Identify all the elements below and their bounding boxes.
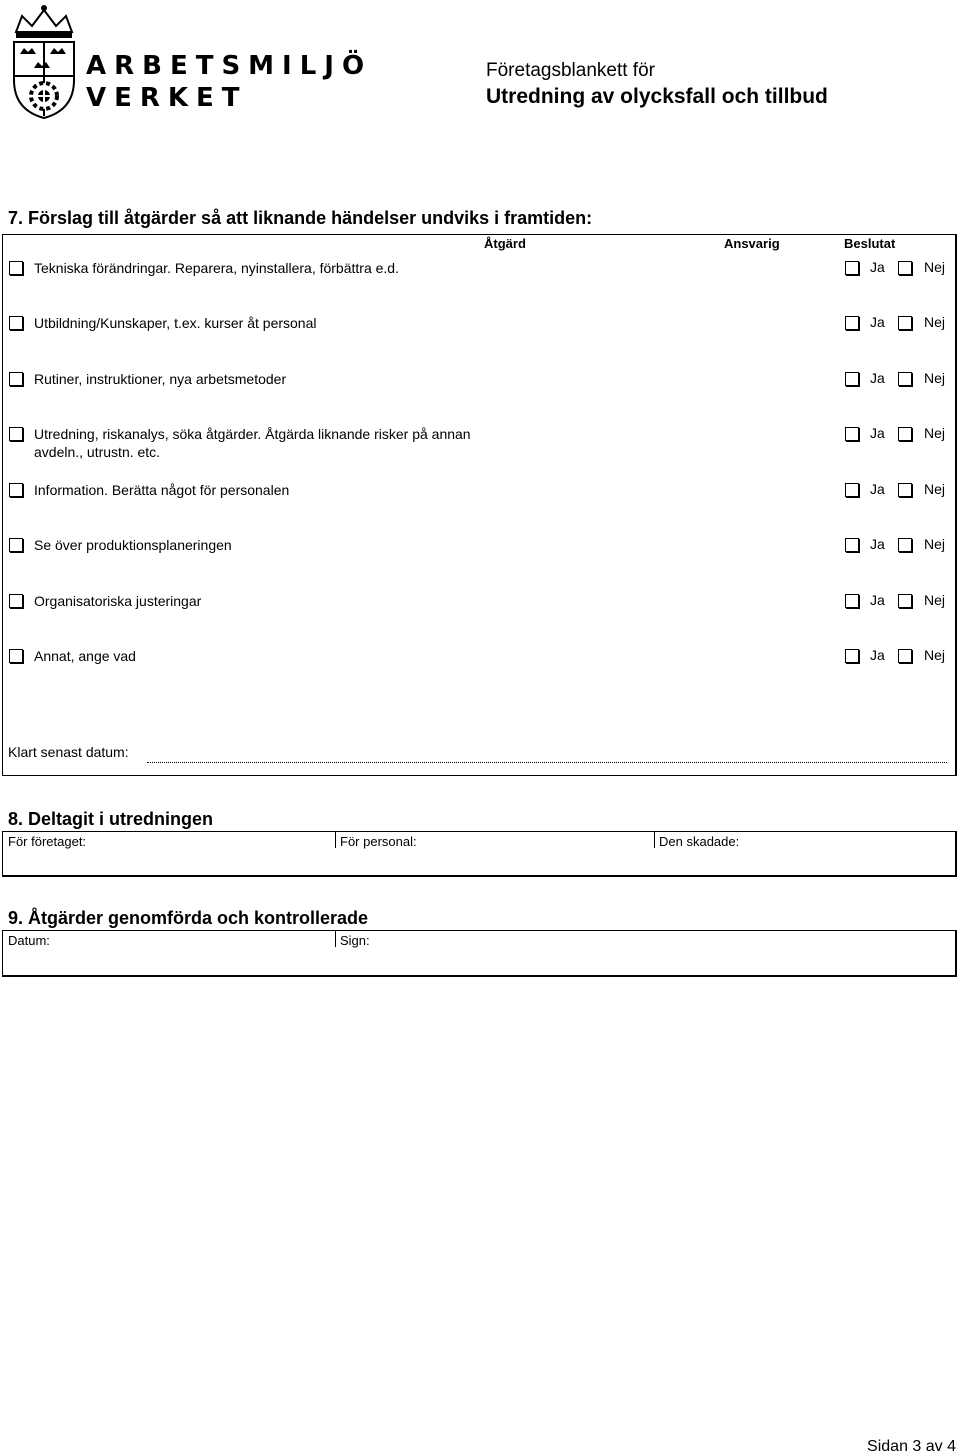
action-label: Information. Berätta något för personalen bbox=[34, 482, 290, 498]
decided-no-label: Nej bbox=[924, 536, 946, 552]
field-date-label: Datum: bbox=[8, 933, 50, 948]
agency-name-line1: ARBETSMILJÖ bbox=[86, 51, 373, 81]
decided-no-checkbox[interactable] bbox=[898, 427, 912, 441]
col-header-action: Åtgärd bbox=[484, 236, 526, 251]
section9-box bbox=[2, 930, 957, 977]
action-label: Organisatoriska justeringar bbox=[34, 593, 202, 609]
decided-yes-checkbox[interactable] bbox=[845, 316, 859, 330]
decided-yes-checkbox[interactable] bbox=[845, 261, 859, 275]
action-label: Rutiner, instruktioner, nya arbetsmetoder bbox=[34, 371, 287, 387]
action-label: Tekniska förändringar. Reparera, nyinstallera, förbättra e.d. bbox=[34, 260, 399, 276]
decided-no-checkbox[interactable] bbox=[898, 538, 912, 552]
action-label: Annat, ange vad bbox=[34, 648, 136, 664]
field-company-label: För företaget: bbox=[8, 834, 87, 849]
action-checkbox[interactable] bbox=[9, 427, 23, 441]
section9-heading: 9. Åtgärder genomförda och kontrollerade bbox=[8, 908, 369, 928]
field-injured-label: Den skadade: bbox=[659, 834, 740, 849]
decided-no-checkbox[interactable] bbox=[898, 372, 912, 386]
decided-no-checkbox[interactable] bbox=[898, 316, 912, 330]
action-checkbox[interactable] bbox=[9, 316, 23, 330]
decided-yes-label: Ja bbox=[870, 425, 885, 441]
divider bbox=[654, 832, 655, 848]
decided-no-label: Nej bbox=[924, 425, 946, 441]
decided-no-label: Nej bbox=[924, 314, 946, 330]
decided-no-label: Nej bbox=[924, 370, 946, 386]
action-checkbox[interactable] bbox=[9, 538, 23, 552]
section8-box bbox=[2, 831, 957, 877]
col-header-responsible: Ansvarig bbox=[724, 236, 780, 251]
decided-yes-checkbox[interactable] bbox=[845, 483, 859, 497]
col-header-decided: Beslutat bbox=[844, 236, 896, 251]
decided-yes-checkbox[interactable] bbox=[845, 372, 859, 386]
field-sign-label: Sign: bbox=[340, 933, 370, 948]
decided-no-checkbox[interactable] bbox=[898, 261, 912, 275]
agency-name bbox=[86, 50, 372, 114]
decided-yes-label: Ja bbox=[870, 314, 885, 330]
action-checkbox[interactable] bbox=[9, 483, 23, 497]
action-checkbox[interactable] bbox=[9, 594, 23, 608]
decided-yes-label: Ja bbox=[870, 370, 885, 386]
decided-no-checkbox[interactable] bbox=[898, 594, 912, 608]
decided-yes-label: Ja bbox=[870, 592, 885, 608]
decided-yes-label: Ja bbox=[870, 259, 885, 275]
action-checkbox[interactable] bbox=[9, 372, 23, 386]
decided-yes-label: Ja bbox=[870, 481, 885, 497]
deadline-field[interactable] bbox=[147, 762, 947, 763]
decided-no-checkbox[interactable] bbox=[898, 483, 912, 497]
decided-no-label: Nej bbox=[924, 259, 946, 275]
agency-name-line2: VERKET bbox=[86, 83, 248, 113]
divider bbox=[335, 832, 336, 848]
form-title: Utredning av olycksfall och tillbud bbox=[486, 85, 828, 108]
decided-yes-checkbox[interactable] bbox=[845, 649, 859, 663]
crown-logo-icon bbox=[4, 2, 84, 122]
field-staff-label: För personal: bbox=[340, 834, 417, 849]
decided-no-label: Nej bbox=[924, 592, 946, 608]
action-checkbox[interactable] bbox=[9, 649, 23, 663]
decided-yes-label: Ja bbox=[870, 647, 885, 663]
section8-heading: 8. Deltagit i utredningen bbox=[8, 809, 214, 829]
decided-no-label: Nej bbox=[924, 647, 946, 663]
divider bbox=[335, 931, 336, 947]
action-label: Utbildning/Kunskaper, t.ex. kurser åt personal bbox=[34, 315, 317, 331]
form-kicker: Företagsblankett för bbox=[486, 60, 655, 81]
decided-yes-label: Ja bbox=[870, 536, 885, 552]
decided-yes-checkbox[interactable] bbox=[845, 594, 859, 608]
action-checkbox[interactable] bbox=[9, 261, 23, 275]
page-number: Sidan 3 av 4 bbox=[867, 1438, 956, 1455]
decided-yes-checkbox[interactable] bbox=[845, 427, 859, 441]
deadline-label: Klart senast datum: bbox=[8, 744, 129, 760]
section7-heading: 7. Förslag till åtgärder så att liknande händelser undviks i framtiden: bbox=[8, 208, 593, 228]
decided-no-checkbox[interactable] bbox=[898, 649, 912, 663]
decided-no-label: Nej bbox=[924, 481, 946, 497]
decided-yes-checkbox[interactable] bbox=[845, 538, 859, 552]
action-label: Utredning, riskanalys, söka åtgärder. Åtgärda liknande risker på annan avdeln., utrustn. etc. bbox=[34, 426, 471, 460]
action-label: Se över produktionsplaneringen bbox=[34, 537, 232, 553]
